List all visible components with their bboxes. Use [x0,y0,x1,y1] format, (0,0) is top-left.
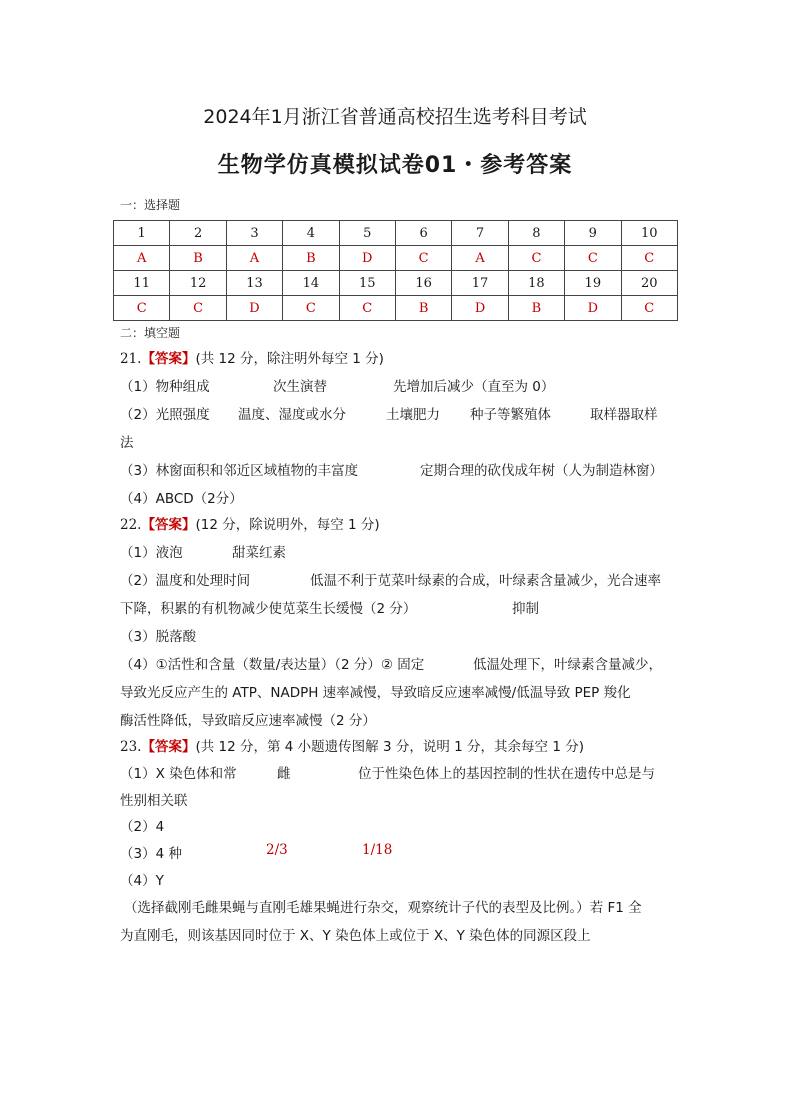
q21-line2-d: 种子等繁殖体 [470,407,551,423]
question-number-cell: 16 [395,271,451,296]
answer-cell: B [395,296,451,321]
answer-cell: C [508,246,564,271]
q22-line4-c: 导致光反应产生的 ATP、NADPH 速率减慢，导致暗反应速率减慢/低温导致 PEP 羧化 [120,685,631,701]
q23-line3-c: 1/18 [362,842,393,858]
q23-header [120,735,584,755]
answer-cell: A [226,246,282,271]
answer-row [114,296,678,321]
answer-cell: C [283,296,339,321]
q22-score-note: (12 分，除说明外，每空 1 分) [195,517,380,533]
q23-line2: （2）4 [120,819,165,835]
q23-line1-a: （1）X 染色体和常 [120,766,237,782]
answer-cell: C [170,296,226,321]
q23-line1-c: 位于性染色体上的基因控制的性状在遗传中总是与 [358,766,655,782]
q22-line2-d: 抑制 [512,601,539,617]
answer-cell: C [339,296,395,321]
question-number-cell: 5 [339,221,395,246]
q22-line1-a: （1）液泡 [120,545,183,561]
answer-cell: B [508,296,564,321]
q23-line4: （4）Y [120,873,164,889]
question-number-cell: 20 [621,271,677,296]
q23-line1-d: 性别相关联 [120,793,188,809]
answer-cell: D [226,296,282,321]
q21-line1-b: 次生演替 [273,379,327,395]
q22-header [120,513,380,533]
question-number-row [114,221,678,246]
q22-line4-a: （4）①活性和含量（数量/表达量）（2 分）② 固定 [120,657,425,673]
paper-subtitle: 生物学仿真模拟试卷01・参考答案 [217,153,573,178]
q22-line2-a: （2）温度和处理时间 [120,573,251,589]
answer-cell: C [621,246,677,271]
question-number-cell: 18 [508,271,564,296]
q22-answer-tag: 【答案】 [141,517,196,533]
question-number-cell: 2 [170,221,226,246]
exam-title: 2024年1月浙江省普通高校招生选考科目考试 [203,106,587,128]
section-fill-label: 二：填空题 [120,326,181,340]
q22-line1-b: 甜菜红素 [232,545,286,561]
q21-line3-a: （3）林窗面积和邻近区域植物的丰富度 [120,463,359,479]
question-number-cell: 12 [170,271,226,296]
q23-line3-b: 2/3 [266,842,288,858]
answer-cell: A [452,246,508,271]
answer-cell: C [114,296,170,321]
q21-line2-c: 土壤肥力 [386,407,440,423]
q23-line3-a: （3）4 种 [120,846,182,862]
q21-line4: （4）ABCD（2分） [120,491,243,507]
question-number-cell: 13 [226,271,282,296]
section-choice-label: 一：选择题 [120,198,181,212]
q21-number: 21. [120,351,142,367]
q23-line5-a: （选择截刚毛雌果蝇与直刚毛雄果蝇进行杂交，观察统计子代的表型及比例。）若 F1 全 [124,900,642,916]
q21-line2-f: 法 [120,435,134,451]
answer-cell: B [283,246,339,271]
answer-cell: C [395,246,451,271]
question-number-cell: 15 [339,271,395,296]
q23-line1-b: 雌 [277,766,291,782]
question-number-cell: 6 [395,221,451,246]
q22-line2-b: 低温不利于苋菜叶绿素的合成，叶绿素含量减少，光合速率 [310,573,661,589]
q22-line2-c: 下降，积累的有机物减少使苋菜生长缓慢（2 分） [120,601,417,617]
q21-header [120,347,384,367]
q23-score-note: (共 12 分，第 4 小题遗传图解 3 分，说明 1 分，其余每空 1 分) [195,739,584,755]
answer-cell: C [565,246,621,271]
question-number-cell: 17 [452,271,508,296]
answer-cell: A [114,246,170,271]
question-number-cell: 9 [565,221,621,246]
question-number-cell: 3 [226,221,282,246]
q23-line5-b: 为直刚毛，则该基因同时位于 X、Y 染色体上或位于 X、Y 染色体的同源区段上 [120,928,591,944]
q21-line2-e: 取样器取样 [590,407,658,423]
question-number-cell: 4 [283,221,339,246]
question-number-cell: 14 [283,271,339,296]
q22-line4-d: 酶活性降低，导致暗反应速率减慢（2 分） [120,713,376,729]
q22-line3: （3）脱落酸 [120,629,197,645]
question-number-cell: 19 [565,271,621,296]
q22-number: 22. [120,517,142,533]
q21-line3-b: 定期合理的砍伐成年树（人为制造林窗） [420,463,663,479]
q21-line1-c: 先增加后减少（直至为 0） [393,379,555,395]
q23-answer-tag: 【答案】 [141,739,196,755]
answer-row [114,246,678,271]
q21-line2-b: 温度、湿度或水分 [238,407,346,423]
q21-line2-a: （2）光照强度 [120,407,210,423]
question-number-cell: 7 [452,221,508,246]
question-number-cell: 10 [621,221,677,246]
question-number-row [114,271,678,296]
q22-line4-b: 低温处理下，叶绿素含量减少， [473,657,662,673]
q21-answer-tag: 【答案】 [141,351,196,367]
answer-cell: D [452,296,508,321]
answer-cell: B [170,246,226,271]
question-number-cell: 8 [508,221,564,246]
question-number-cell: 1 [114,221,170,246]
q21-line1-a: （1）物种组成 [120,379,210,395]
answer-cell: C [621,296,677,321]
question-number-cell: 11 [114,271,170,296]
q21-score-note: (共 12 分，除注明外每空 1 分) [195,351,384,367]
q23-number: 23. [120,739,142,755]
answer-cell: D [565,296,621,321]
answer-table [113,220,678,321]
answer-cell: D [339,246,395,271]
